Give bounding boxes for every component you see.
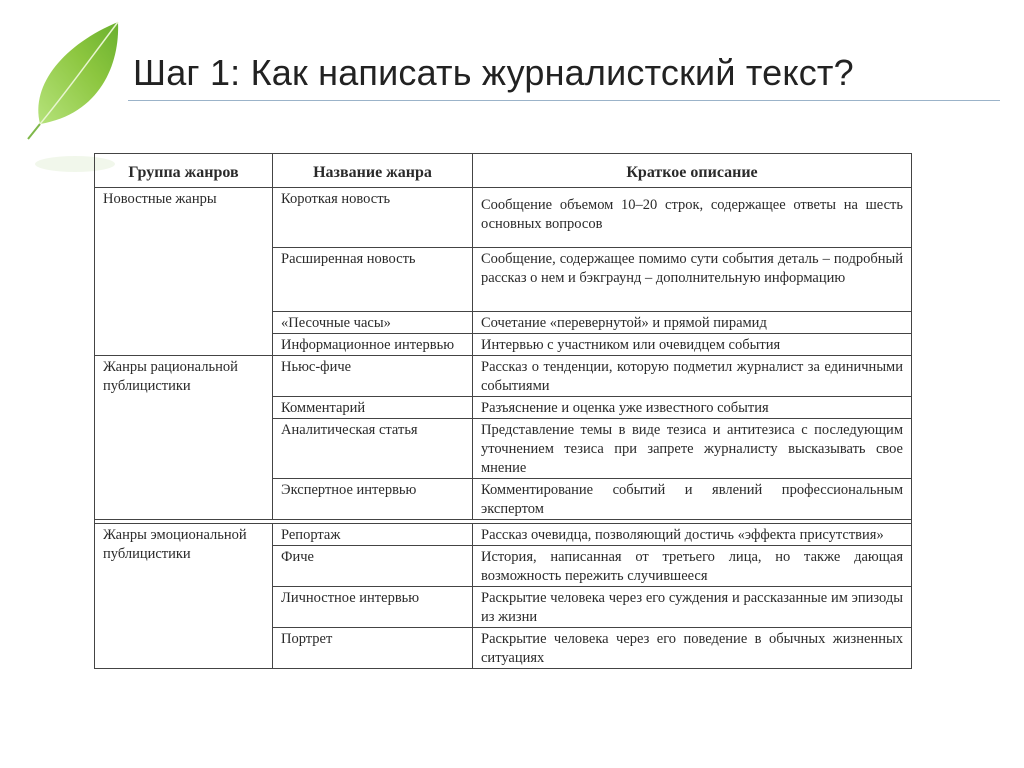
- genre-name-cell: Информационное интервью: [273, 334, 473, 356]
- genre-description-cell: Раскрытие человека через его суждения и рассказанные им эпизоды из жизни: [473, 587, 912, 628]
- genre-description-cell: Представление темы в виде тезиса и антитезиса с последующим уточнением тезиса при запрете журналисту высказывать свое мнение: [473, 419, 912, 479]
- genre-name-cell: Расширенная новость: [273, 248, 473, 312]
- genre-name-cell: Портрет: [273, 628, 473, 669]
- title-divider: [128, 100, 1000, 101]
- genre-group-cell: Жанры эмоциональной публицистики: [95, 524, 273, 669]
- genre-table: [94, 153, 912, 669]
- genre-description-cell: Разъяснение и оценка уже известного события: [473, 397, 912, 419]
- genre-name-cell: «Песочные часы»: [273, 312, 473, 334]
- table-row: [95, 188, 912, 248]
- table-row: [95, 524, 912, 546]
- genre-description-cell: Раскрытие человека через его поведение в обычных жизненных ситуациях: [473, 628, 912, 669]
- genre-description-cell: Рассказ очевидца, позволяющий достичь «эффекта присутствия»: [473, 524, 912, 546]
- header-genre-group: Группа жанров: [95, 154, 273, 188]
- genre-name-cell: Экспертное интервью: [273, 479, 473, 520]
- slide-title: Шаг 1: Как написать журналистский текст?: [133, 52, 854, 93]
- genre-description-cell: Интервью с участником или очевидцем события: [473, 334, 912, 356]
- genre-name-cell: Ньюс-фиче: [273, 356, 473, 397]
- genre-name-cell: Комментарий: [273, 397, 473, 419]
- genre-group-cell: Новостные жанры: [95, 188, 273, 356]
- genre-description-cell: Сообщение, содержащее помимо сути события деталь – подробный рассказ о нем и бэкграунд – дополнительную информацию: [473, 248, 912, 312]
- genre-description-cell: Комментирование событий и явлений профессиональным экспертом: [473, 479, 912, 520]
- header-description: Краткое описание: [473, 154, 912, 188]
- genre-name-cell: Фиче: [273, 546, 473, 587]
- table-header-row: [95, 154, 912, 188]
- genre-description-cell: Сообщение объемом 10–20 строк, содержащее ответы на шесть основных вопросов: [473, 188, 912, 248]
- table-row: [95, 356, 912, 397]
- genre-name-cell: Личностное интервью: [273, 587, 473, 628]
- genre-name-cell: Аналитическая статья: [273, 419, 473, 479]
- header-genre-name: Название жанра: [273, 154, 473, 188]
- genre-description-cell: Сочетание «перевернутой» и прямой пирамид: [473, 312, 912, 334]
- genre-description-cell: Рассказ о тенденции, которую подметил журналист за единичными событиями: [473, 356, 912, 397]
- genre-description-cell: История, написанная от третьего лица, но также дающая возможность пережить случившееся: [473, 546, 912, 587]
- genre-group-cell: Жанры рациональной публицистики: [95, 356, 273, 520]
- genre-name-cell: Репортаж: [273, 524, 473, 546]
- genre-name-cell: Короткая новость: [273, 188, 473, 248]
